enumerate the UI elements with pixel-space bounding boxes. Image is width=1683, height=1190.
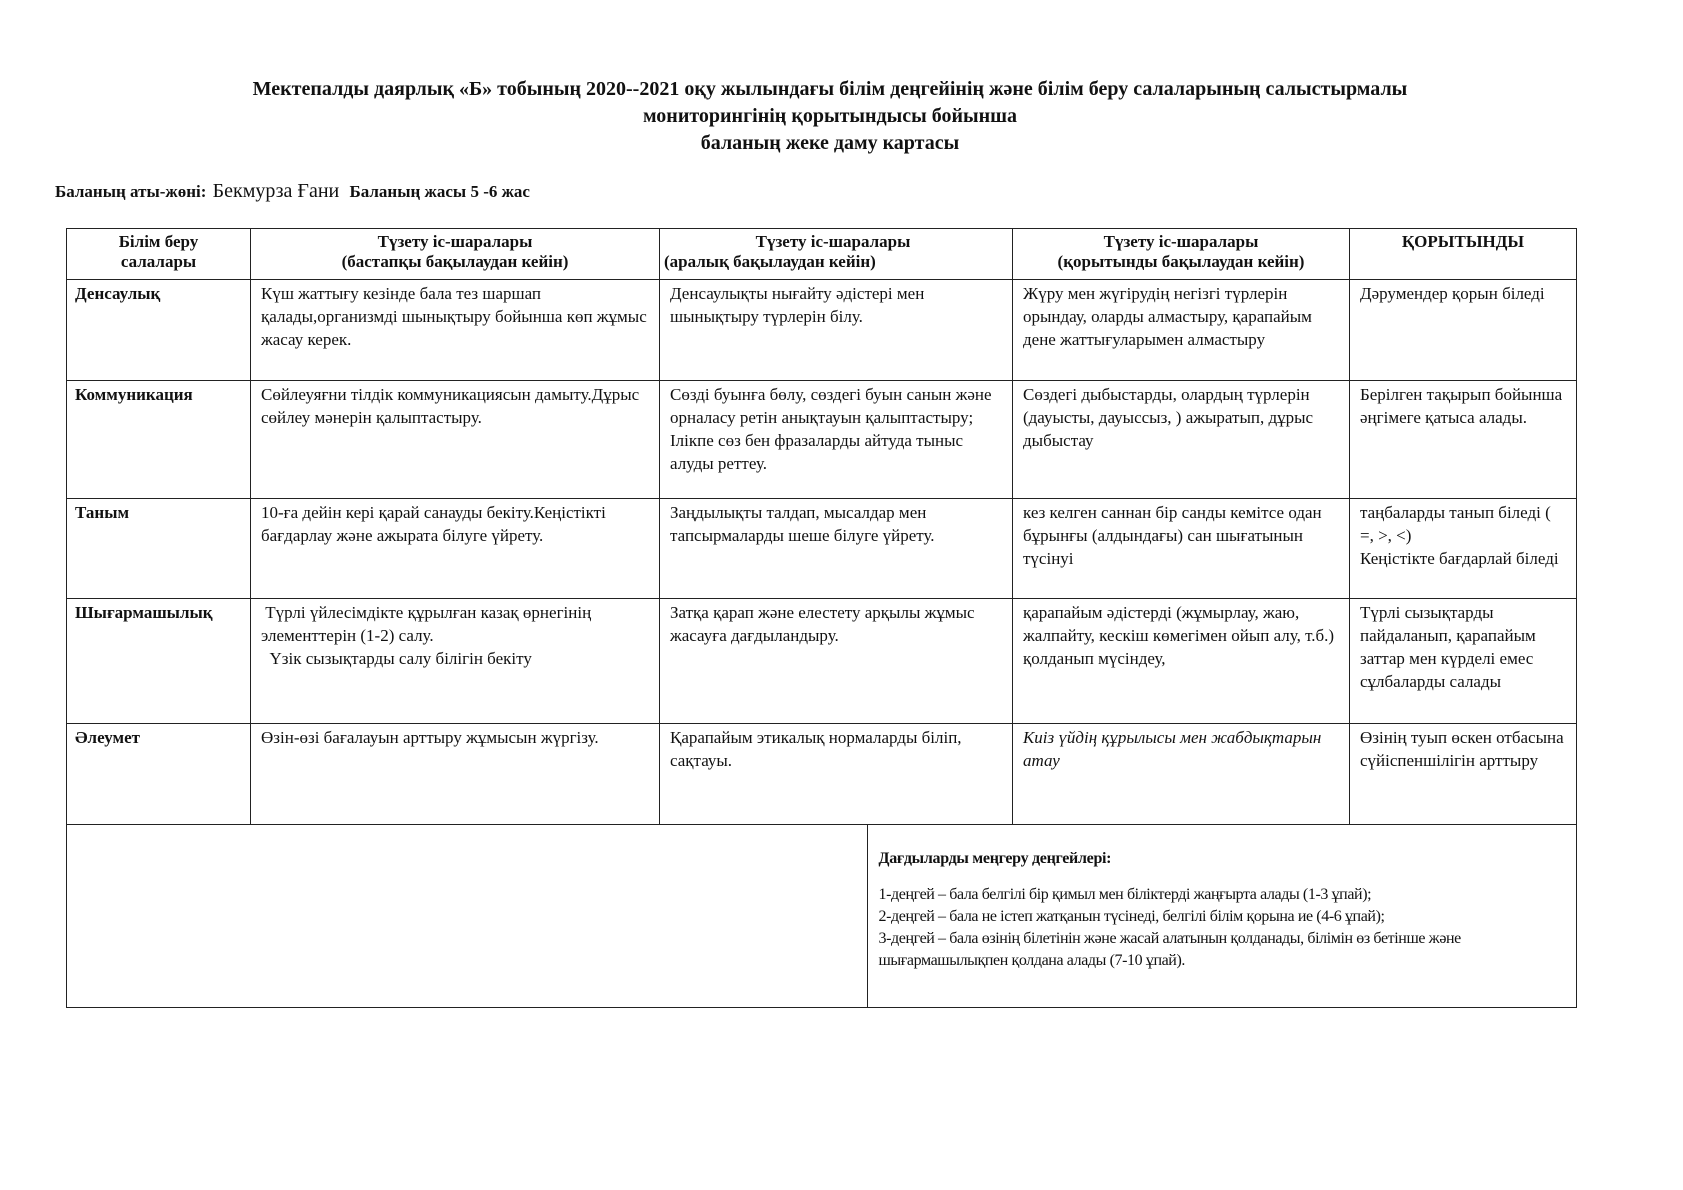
initial-cell: Түрлі үйлесімдікте құрылған казақ өрнегінің элементтерін (1-2) салу. Үзік сызықтарды салу білігін бекіту: [251, 599, 660, 724]
table-row: [67, 280, 1577, 381]
area-cell: Шығармашылық: [67, 599, 251, 724]
area-cell: Коммуникация: [67, 381, 251, 499]
table-row: [67, 599, 1577, 724]
title-line-2: мониторингінің қорытындысы бойынша: [642, 105, 1018, 127]
child-name-label: Баланың аты-жөні:: [55, 182, 207, 201]
final-cell: Сөздегі дыбыстарды, олардың түрлерін (дауысты, дауыссыз, ) ажыратып, дұрыс дыбыстау: [1013, 381, 1350, 499]
intermediate-cell: Заңдылықты талдап, мысалдар мен тапсырмаларды шеше білуге үйрету.: [660, 499, 1013, 599]
level-item: 2-деңгей – бала не істеп жатқанын түсінеді, белгілі білім қорына ие (4-6 ұпай);: [878, 908, 1385, 925]
levels-cell: [878, 825, 1577, 1008]
development-table: [66, 228, 1577, 1008]
child-name: Бекмурза Ғани: [212, 180, 340, 202]
table-row: [67, 499, 1577, 599]
intermediate-cell: Қарапайым этикалық нормаларды біліп, сақтауы.: [660, 724, 1013, 825]
table-row: [67, 381, 1577, 499]
final-cell: Жүру мен жүгірудің негізгі түрлерін орындау, оларды алмастыру, қарапайым дене жаттығуларымен алмастыру: [1013, 280, 1350, 381]
header-final: Түзету іс-шаралары (қорытынды бақылаудан кейін): [1013, 229, 1350, 280]
initial-cell: 10-ға дейін кері қарай санауды бекіту.Кеңістікті бағдарлау және ажырата білуге үйрету.: [251, 499, 660, 599]
initial-cell: Сөйлеуяғни тілдік коммуникациясын дамыту.Дұрыс сөйлеу мәнерін қалыптастыру.: [251, 381, 660, 499]
table-row: [67, 724, 1577, 825]
table-header-row: [67, 229, 1577, 280]
result-cell: Дәрумендер қорын біледі: [1350, 280, 1577, 381]
level-item: 3-деңгей – бала өзінің білетінін және жасай алатынын қолданады, білімін өз бетінше және шығармашылықпен қолдана алады (7-10 ұпай).: [878, 930, 1461, 969]
result-cell: Түрлі сызықтарды пайдаланып, қарапайым заттар мен күрделі емес сұлбаларды салады: [1350, 599, 1577, 724]
header-area: Білім беру салалары: [67, 229, 251, 280]
title-line-1: Мектепалды даярлық «Б» тобының 2020--2021 оқу жылындағы білім деңгейінің және білім беру салаларының салыстырмалы: [252, 78, 1408, 100]
initial-cell: Күш жаттығу кезінде бала тез шаршап қалады,организмді шынықтыру бойынша көп жұмыс жасау керек.: [251, 280, 660, 381]
blank-cell: [67, 825, 1013, 1008]
title-line-3: баланың жеке даму картасы: [700, 132, 960, 154]
header-intermediate: Түзету іс-шаралары (аралық бақылаудан кейін): [660, 229, 1013, 280]
final-cell: Киіз үйдің құрылысы мен жабдықтарын атау: [1013, 724, 1350, 825]
levels-title: Дағдыларды меңгеру деңгейлері:: [878, 850, 1112, 867]
levels-divider: [867, 824, 868, 1008]
area-cell: Денсаулық: [67, 280, 251, 381]
intermediate-cell: Денсаулықты нығайту әдістері мен шынықтыру түрлерін білу.: [660, 280, 1013, 381]
final-cell: қарапайым әдістерді (жұмырлау, жаю, жалпайту, кескіш көмегімен ойып алу, т.б.) қолданып мүсіндеу,: [1013, 599, 1350, 724]
result-cell: таңбаларды танып біледі ( =, >, <) Кеңістікте бағдарлай біледі: [1350, 499, 1577, 599]
header-result: ҚОРЫТЫНДЫ: [1350, 229, 1577, 280]
final-cell: кез келген саннан бір санды кемітсе одан бұрынғы (алдындағы) сан шығатынын түсінуі: [1013, 499, 1350, 599]
area-cell: Әлеумет: [67, 724, 251, 825]
result-cell: Берілген тақырып бойынша әңгімеге қатыса алады.: [1350, 381, 1577, 499]
initial-cell: Өзін-өзі бағалауын арттыру жұмысын жүргізу.: [251, 724, 660, 825]
intermediate-cell: Затқа қарап және елестету арқылы жұмыс жасауға дағдыландыру.: [660, 599, 1013, 724]
result-cell: Өзінің туып өскен отбасына сүйіспеншілігін арттыру: [1350, 724, 1577, 825]
document-title: [90, 76, 1570, 157]
levels-row: [67, 825, 1577, 1008]
child-age-label: Баланың жасы: [349, 182, 467, 201]
child-age: 5 -6 жас: [470, 182, 530, 201]
header-initial: Түзету іс-шаралары (бастапқы бақылаудан кейін): [251, 229, 660, 280]
level-item: 1-деңгей – бала белгілі бір қимыл мен біліктерді жаңғырта алады (1-3 ұпай);: [878, 886, 1372, 903]
intermediate-cell: Сөзді буынға бөлу, сөздегі буын санын және орналасу ретін анықтауын қалыптастыру; Ілікпе сөз бен фразаларды айтуда тыныс алуды реттеу.: [660, 381, 1013, 499]
child-info: [55, 180, 530, 203]
area-cell: Таным: [67, 499, 251, 599]
